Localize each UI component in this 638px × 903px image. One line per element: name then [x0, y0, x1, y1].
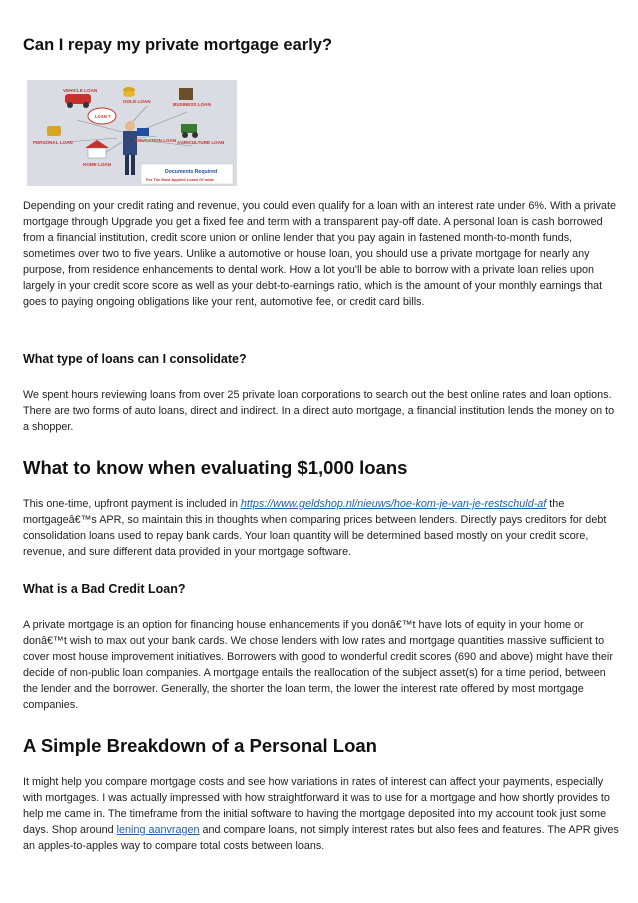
heading-breakdown: A Simple Breakdown of a Personal Loan	[23, 735, 377, 756]
lening-aanvragen-link[interactable]: lening aanvragen	[116, 824, 200, 836]
paragraph-credit-rating: Depending on your credit rating and revenue, you could even qualify for a loan with an interest rate under 6%. With a private mortgage through Upgrade you get a fixed fee and term with a transparent pay-off date. A personal loan is cash borrowed from a financial institution, credit score union or online lender that you pay again in fastened month-to-month funds, sometimes over two to five years. Unlike a automotive or house loan, you should use a private mortgage for nearly any purpose, from residence enhancements to dental work. How a lot you'll be able to borrow with a private loan relies upon largely in your credit score score as well as your debt-to-earnings ratio, which is the amount of your monthly earnings that goes to paying ongoing obligations like your rent, automotive fee, or credit card bills.	[23, 200, 616, 308]
label-documents-subtitle: For The Most Applied Loans Of India	[146, 177, 214, 182]
education-icon	[137, 128, 149, 136]
label-gold: GOLD LOAN	[123, 99, 151, 104]
label-business: BUSINESS LOAN	[173, 102, 211, 107]
paragraph-upfront-text-start: This one-time, upfront payment is included in	[23, 498, 241, 510]
gold-icon	[123, 87, 135, 97]
loan-types-illustration	[27, 80, 237, 186]
personal-icon	[47, 126, 61, 136]
label-loan: LOAN ?	[95, 114, 111, 119]
label-vehicle: VEHICLE LOAN	[63, 88, 98, 93]
label-agriculture: AGRICULTURE LOAN	[177, 140, 225, 145]
article-title: Can I repay my private mortgage early?	[23, 36, 333, 54]
label-education: EDUCATION LOAN	[135, 138, 177, 143]
label-documents-required: Documents Required	[165, 169, 218, 175]
paragraph-upfront-payment	[23, 496, 619, 560]
heading-bad-credit-loan: What is a Bad Credit Loan?	[23, 582, 186, 596]
paragraph-private-loans: We spent hours reviewing loans from over 25 private loan corporations to search out the best online rates and loan options. There are two forms of auto loans, direct and indirect. In a direct auto mortgage, a financial institution lends the money on to a shopper.	[23, 389, 615, 433]
heading-consolidate: What type of loans can I consolidate?	[23, 352, 247, 366]
paragraph-compare-text-start: It might help you compare mortgage costs and see how variations in rates of interest can affect your payments, especially with mortgages. I was actually impressed with how straightforward it was to use for a mortgage and how shortly provides to help me came in. The timeframe from the initial software to having the mortgage deposited into my account took just some days. Shop around	[23, 776, 610, 836]
illustration-svg	[27, 80, 237, 186]
label-personal: PERSONAL LOAN	[33, 140, 73, 145]
geldshop-link[interactable]: https://www.geldshop.nl/nieuws/hoe-kom-je-van-je-restschuld-af	[240, 498, 547, 510]
business-icon	[179, 88, 193, 100]
heading-evaluating-loans: What to know when evaluating $1,000 loans	[23, 457, 408, 478]
paragraph-compare-costs	[23, 774, 619, 854]
paragraph-compare-text-end: and compare loans, not simply interest rates but also fees and features. The APR gives an apples-to-apples way to compare total costs between loans.	[23, 824, 619, 852]
paragraph-bad-credit: A private mortgage is an option for financing house enhancements if you donâ€™t have lots of equity in your home or donâ€™t wish to max out your bank cards. We chose lenders with low rates and mortgage quantities massive sufficient to cover most house improvement initiatives. Borrowers with good to wonderful credit scores (690 and above) might have their decide of non-public loan companies. A mortgage entails the reallocation of the subject asset(s) for a time period, between the lender and the borrower. Generally, the shorter the loan term, the lower the interest rate offered by most mortgage companies.	[23, 619, 613, 711]
label-home: HOME LOAN	[83, 162, 112, 167]
paragraph-upfront-text-end: the mortgageâ€™s APR, so maintain this in thoughts when comparing prices between lenders. Directly pays creditors for debt consolidation loans used to repay bank cards. Your loan quantity will be determined based mostly on your credit score, revenue, and sure different data provided in your mortgage software.	[23, 498, 607, 558]
